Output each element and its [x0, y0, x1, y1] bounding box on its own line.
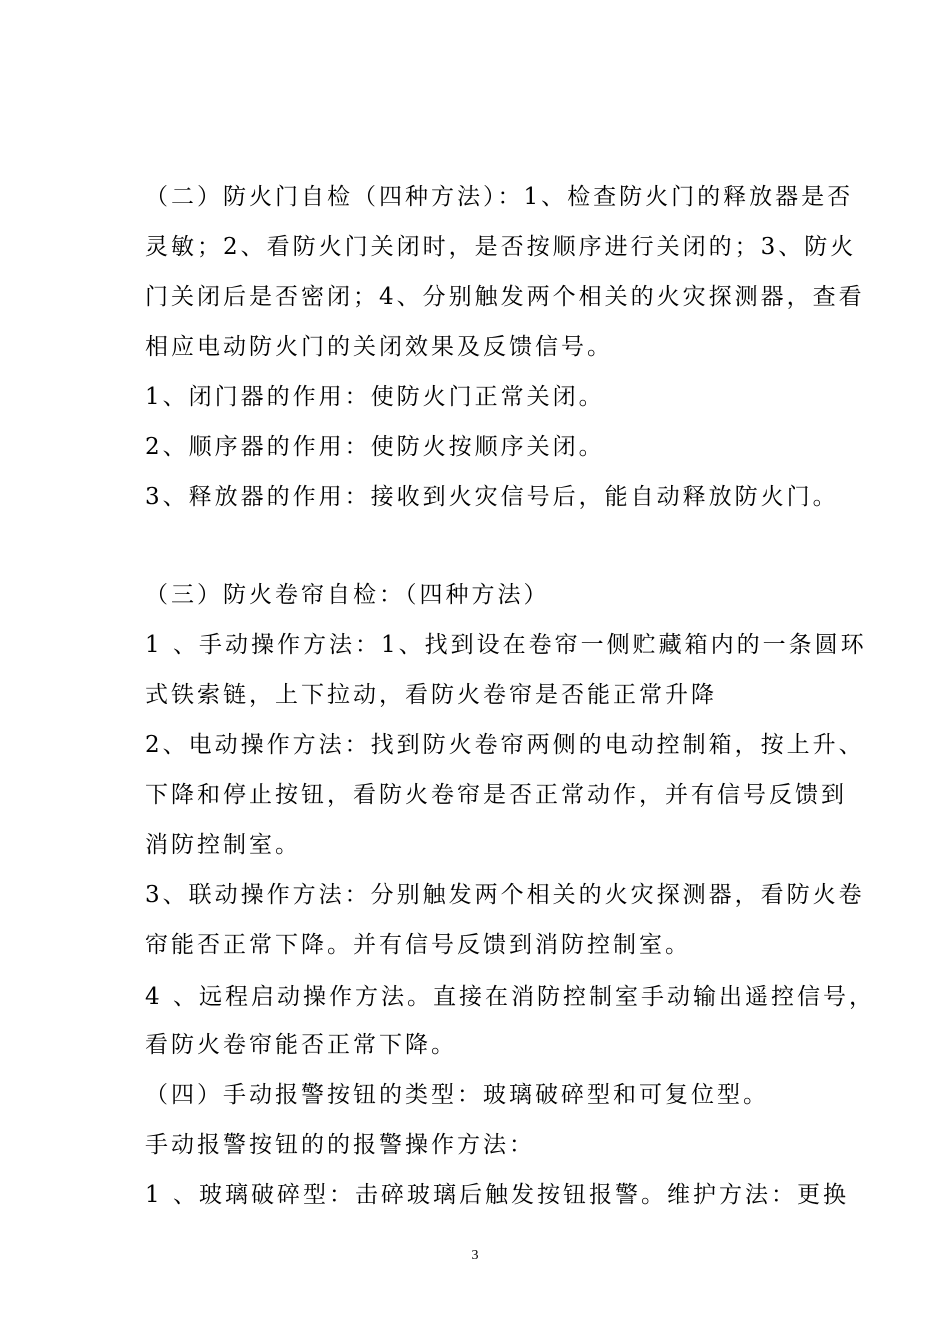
paragraph-line: 1、闭门器的作用：使防火门正常关闭。: [145, 384, 605, 410]
paragraph-line: 2、电动操作方法：找到防火卷帘两侧的电动控制箱，按上升、: [145, 732, 865, 758]
paragraph-line: 门关闭后是否密闭；4、分别触发两个相关的火灾探测器，查看: [145, 284, 865, 310]
paragraph-line: 3、联动操作方法：分别触发两个相关的火灾探测器，看防火卷: [145, 882, 865, 908]
section-heading: （三）防火卷帘自检：（四种方法）: [145, 582, 550, 608]
paragraph-line: 3、释放器的作用：接收到火灾信号后，能自动释放防火门。: [145, 484, 839, 510]
paragraph-line: （二）防火门自检（四种方法）：1、检查防火门的释放器是否: [145, 184, 854, 210]
paragraph-line: 帘能否正常下降。并有信号反馈到消防控制室。: [145, 932, 691, 958]
page-number: 3: [471, 1248, 479, 1263]
paragraph-line: 式铁索链，上下拉动，看防火卷帘是否能正常升降: [145, 682, 717, 708]
section-heading: （四）手动报警按钮的类型：玻璃破碎型和可复位型。: [145, 1082, 769, 1108]
paragraph-line: 看防火卷帘能否正常下降。: [145, 1032, 457, 1058]
paragraph-line: 2、顺序器的作用：使防火按顺序关闭。: [145, 434, 605, 460]
paragraph-line: 灵敏；2、看防火门关闭时，是否按顺序进行关闭的；3、防火: [145, 234, 857, 260]
paragraph-line: 消防控制室。: [145, 832, 301, 858]
paragraph-line: 1 、手动操作方法：1、找到设在卷帘一侧贮藏箱内的一条圆环: [145, 632, 867, 658]
paragraph-line: 相应电动防火门的关闭效果及反馈信号。: [145, 334, 613, 360]
paragraph-line: 1 、玻璃破碎型：击碎玻璃后触发按钮报警。维护方法：更换: [145, 1182, 849, 1208]
paragraph-line: 下降和停止按钮，看防火卷帘是否正常动作，并有信号反馈到: [145, 782, 847, 808]
paragraph-line: 手动报警按钮的的报警操作方法：: [145, 1132, 535, 1158]
paragraph-line: 4 、远程启动操作方法。直接在消防控制室手动输出遥控信号，: [145, 984, 875, 1010]
